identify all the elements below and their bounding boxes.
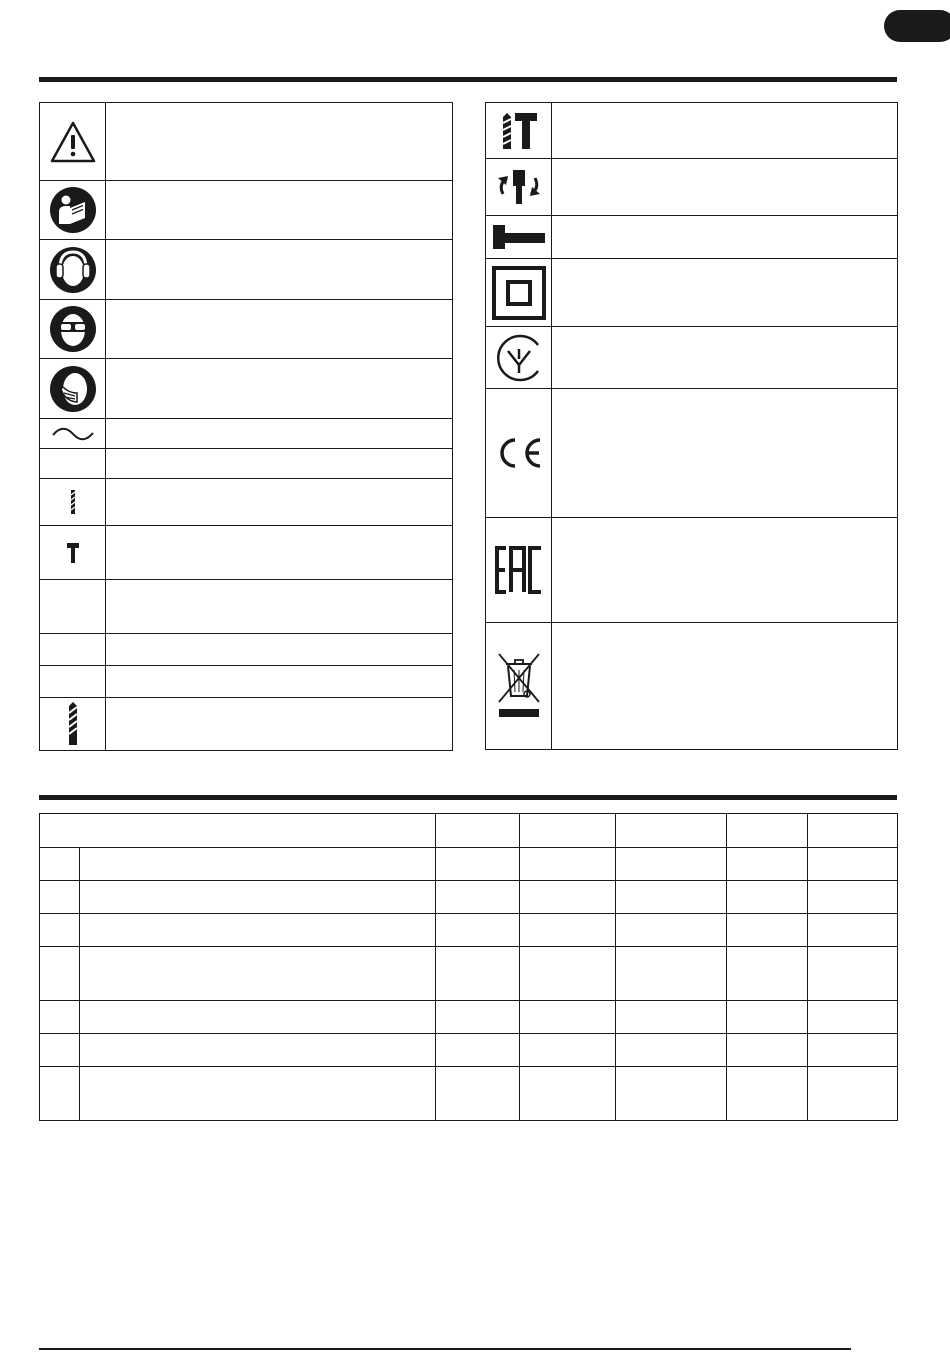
symbol-icon-cell: [40, 181, 106, 240]
value-cell: [727, 1034, 808, 1067]
drill-hammer-mode-icon: [499, 111, 539, 151]
symbol-description: [552, 623, 898, 750]
symbol-description: [106, 479, 453, 526]
parameter-cell: [80, 947, 436, 1001]
value-cell: [436, 914, 520, 947]
row-index-cell: [40, 914, 80, 947]
header-cell: [727, 814, 808, 848]
value-cell: [436, 1067, 520, 1121]
symbol-icon-cell: [40, 240, 106, 300]
value-cell: [808, 1001, 898, 1034]
chisel-mode-icon: [491, 223, 547, 251]
symbol-description: [552, 327, 898, 389]
symbol-icon-cell: [486, 389, 552, 518]
section-divider: [39, 795, 897, 800]
value-cell: [616, 1034, 727, 1067]
drill-bit-icon: [67, 702, 79, 746]
row-index-cell: [40, 947, 80, 1001]
value-cell: [520, 881, 616, 914]
table-row: [40, 848, 898, 881]
symbol-icon-cell: [40, 449, 106, 479]
value-cell: [616, 914, 727, 947]
value-cell: [808, 881, 898, 914]
parameter-cell: [80, 1001, 436, 1034]
table-row: [40, 1001, 898, 1034]
value-cell: [436, 1034, 520, 1067]
ear-protection-icon: [49, 246, 97, 294]
symbols-table-right: [485, 102, 898, 750]
value-cell: [616, 1067, 727, 1121]
dust-mask-icon: [49, 365, 97, 413]
warning-triangle-icon: [49, 120, 97, 164]
symbol-description: [106, 526, 453, 580]
table-row: [40, 947, 898, 1001]
header-cell: [436, 814, 520, 848]
value-cell: [520, 914, 616, 947]
symbol-icon-cell: [40, 698, 106, 751]
read-manual-icon: [49, 186, 97, 234]
value-cell: [808, 947, 898, 1001]
header-cell: [520, 814, 616, 848]
value-cell: [520, 1067, 616, 1121]
symbol-description: [106, 634, 453, 666]
value-cell: [808, 848, 898, 881]
double-insulation-icon: [491, 265, 547, 321]
value-cell: [520, 1034, 616, 1067]
eye-protection-icon: [49, 305, 97, 353]
symbol-icon-cell: [486, 259, 552, 327]
table-row: [40, 881, 898, 914]
symbol-icon-cell: [486, 623, 552, 750]
symbol-icon-cell: [40, 526, 106, 580]
symbol-description: [552, 159, 898, 216]
value-cell: [520, 947, 616, 1001]
row-index-cell: [40, 848, 80, 881]
value-cell: [520, 848, 616, 881]
header-cell: [808, 814, 898, 848]
symbol-description: [106, 103, 453, 181]
table-row: [40, 914, 898, 947]
footer-divider: [39, 1348, 851, 1350]
value-cell: [436, 947, 520, 1001]
table-row: [40, 1067, 898, 1121]
value-cell: [616, 881, 727, 914]
symbol-description: [106, 666, 453, 698]
symbol-icon-cell: [40, 479, 106, 526]
ce-mark-icon: [495, 437, 543, 469]
weee-crossed-bin-icon: [496, 652, 542, 720]
value-cell: [727, 914, 808, 947]
symbol-icon-cell: [486, 216, 552, 259]
parameter-cell: [80, 914, 436, 947]
rotation-reverse-icon: [494, 168, 544, 206]
row-index-cell: [40, 881, 80, 914]
symbol-icon-cell: [486, 327, 552, 389]
value-cell: [436, 848, 520, 881]
symbol-description: [106, 181, 453, 240]
value-cell: [616, 947, 727, 1001]
symbol-icon-cell: [40, 666, 106, 698]
symbol-description: [106, 419, 453, 449]
symbol-icon-cell: [486, 518, 552, 623]
language-tab: [884, 10, 950, 42]
symbol-icon-cell: [40, 300, 106, 359]
row-index-cell: [40, 1034, 80, 1067]
parameter-cell: [80, 848, 436, 881]
parameter-cell: [80, 1034, 436, 1067]
symbol-description: [552, 216, 898, 259]
symbol-icon-cell: [40, 103, 106, 181]
value-cell: [808, 914, 898, 947]
value-cell: [808, 1034, 898, 1067]
symbol-description: [106, 580, 453, 634]
value-cell: [727, 1067, 808, 1121]
top-divider: [39, 77, 897, 82]
symbol-description: [552, 518, 898, 623]
symbol-description: [552, 259, 898, 327]
symbol-description: [106, 300, 453, 359]
value-cell: [727, 1001, 808, 1034]
ukraine-conformity-icon: [494, 333, 544, 383]
symbol-icon-cell: [40, 580, 106, 634]
header-cell: [40, 814, 436, 848]
value-cell: [520, 1001, 616, 1034]
value-cell: [727, 848, 808, 881]
symbol-icon-cell: [40, 634, 106, 666]
symbol-description: [106, 449, 453, 479]
value-cell: [727, 881, 808, 914]
table-row: [40, 1034, 898, 1067]
value-cell: [808, 1067, 898, 1121]
symbol-icon-cell: [40, 419, 106, 449]
table-header-row: [40, 814, 898, 848]
row-index-cell: [40, 1001, 80, 1034]
value-cell: [727, 947, 808, 1001]
symbol-icon-cell: [40, 359, 106, 419]
value-cell: [436, 881, 520, 914]
symbol-description: [552, 389, 898, 518]
header-cell: [616, 814, 727, 848]
specifications-table: [39, 813, 898, 1121]
drilling-small-icon: [68, 489, 78, 515]
value-cell: [616, 848, 727, 881]
eac-mark-icon: [494, 545, 544, 595]
row-index-cell: [40, 1067, 80, 1121]
symbol-description: [106, 698, 453, 751]
alternating-current-icon: [49, 425, 97, 443]
symbol-icon-cell: [486, 159, 552, 216]
parameter-cell: [80, 1067, 436, 1121]
symbol-description: [552, 103, 898, 159]
symbol-icon-cell: [486, 103, 552, 159]
parameter-cell: [80, 881, 436, 914]
symbols-table-left: [39, 102, 453, 751]
value-cell: [436, 1001, 520, 1034]
hammer-small-icon: [66, 542, 80, 564]
value-cell: [616, 1001, 727, 1034]
symbol-description: [106, 240, 453, 300]
symbol-description: [106, 359, 453, 419]
